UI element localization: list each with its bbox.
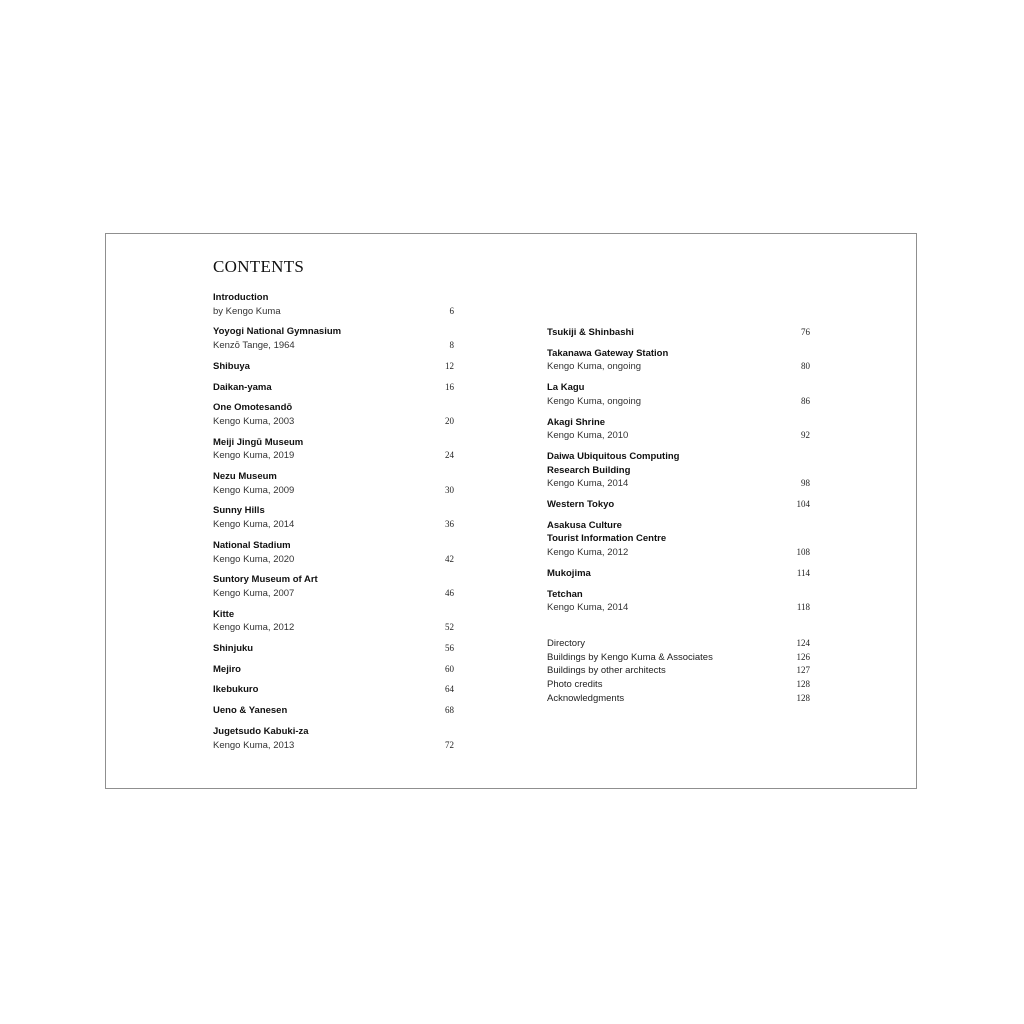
- toc-entry-subtitle: Kengo Kuma, 2019: [213, 450, 295, 462]
- back-matter-item: [547, 651, 810, 665]
- contents-column-left: [213, 291, 454, 759]
- toc-entry-page: 12: [445, 360, 454, 371]
- toc-entry-title: Mukojima: [547, 567, 591, 579]
- toc-entry: [213, 436, 454, 463]
- toc-entry-title: Ueno & Yanesen: [213, 705, 288, 717]
- toc-entry-page: 8: [449, 340, 454, 351]
- toc-entry: [547, 567, 810, 581]
- toc-entry-subtitle: Kengo Kuma, 2020: [213, 553, 295, 565]
- toc-entry: [547, 588, 810, 615]
- toc-entry-page: 36: [445, 519, 454, 530]
- toc-entry-title: Tetchan: [547, 588, 583, 600]
- back-matter-page: 127: [796, 665, 810, 676]
- toc-entry-title: Kitte: [213, 608, 235, 620]
- toc-entry: [547, 347, 810, 374]
- toc-entry: [547, 498, 810, 512]
- toc-entry: [213, 360, 454, 374]
- toc-entry: [213, 291, 454, 318]
- toc-entry: [547, 450, 810, 491]
- back-matter-item: [547, 678, 810, 692]
- toc-entry-page: 108: [796, 547, 810, 558]
- toc-entry-title: Nezu Museum: [213, 471, 277, 483]
- back-matter-label: Buildings by Kengo Kuma & Associates: [547, 651, 713, 663]
- back-matter-item: [547, 664, 810, 678]
- toc-entry-title: Mejiro: [213, 663, 241, 675]
- toc-entry-title: Sunny Hills: [213, 505, 265, 517]
- toc-entry-page: 114: [796, 567, 810, 578]
- toc-entry-subtitle: Kengo Kuma, ongoing: [547, 395, 642, 407]
- contents-column-right: [547, 326, 810, 622]
- back-matter-page: 128: [796, 692, 810, 703]
- toc-entry: [213, 725, 454, 752]
- back-matter-page: 128: [796, 679, 810, 690]
- toc-entry-title: La Kagu: [547, 382, 585, 394]
- toc-entry: [213, 683, 454, 697]
- back-matter-label: Acknowledgments: [547, 692, 625, 704]
- toc-entry-title: Ikebukuro: [213, 684, 259, 696]
- page-title: CONTENTS: [213, 257, 305, 276]
- toc-entry-subtitle: Kengo Kuma, 2014: [547, 602, 629, 614]
- toc-entry: [213, 608, 454, 635]
- toc-entry-page: 30: [445, 484, 454, 495]
- toc-entry: [213, 663, 454, 677]
- toc-entry-subtitle: Kengo Kuma, 2007: [213, 587, 295, 599]
- toc-entry-subtitle: Kengo Kuma, 2010: [547, 430, 629, 442]
- toc-entry-title: Meiji Jingū Museum: [213, 436, 304, 448]
- toc-entry-page: 104: [796, 499, 810, 510]
- toc-entry-title: Asakusa Culture: [547, 519, 622, 531]
- toc-entry: [213, 504, 454, 531]
- back-matter-item: [547, 692, 810, 706]
- toc-entry: [547, 416, 810, 443]
- toc-entry-page: 118: [796, 602, 810, 613]
- toc-entry-title: Tsukiji & Shinbashi: [547, 327, 634, 338]
- toc-entry-page: 80: [801, 361, 810, 372]
- toc-entry: [213, 704, 454, 718]
- toc-entry-subtitle: Kengo Kuma, 2013: [213, 739, 295, 751]
- toc-entry-subtitle: by Kengo Kuma: [213, 305, 281, 317]
- toc-entry-subtitle: Kenzō Tange, 1964: [213, 340, 295, 352]
- back-matter-page: 126: [796, 651, 810, 662]
- toc-entry-subtitle: Kengo Kuma, 2014: [213, 519, 295, 531]
- toc-entry-title: Akagi Shrine: [547, 416, 606, 428]
- toc-entry-title: Yoyogi National Gymnasium: [213, 326, 342, 338]
- toc-entry-page: 76: [801, 327, 810, 337]
- toc-entry: [213, 539, 454, 566]
- back-matter-label: Buildings by other architects: [547, 665, 666, 677]
- toc-entry-subtitle: Kengo Kuma, 2009: [213, 484, 295, 496]
- toc-entry: [547, 381, 810, 408]
- toc-entry-page: 46: [445, 587, 454, 598]
- toc-entry: [547, 519, 810, 560]
- toc-entry: [213, 642, 454, 656]
- toc-entry-title: One Omotesandō: [213, 402, 293, 414]
- back-matter-item: [547, 637, 810, 651]
- toc-entry-title: Suntory Museum of Art: [213, 574, 318, 586]
- back-matter-page: 124: [796, 638, 810, 648]
- toc-entry-page: 24: [445, 450, 454, 461]
- toc-entry-page: 68: [445, 705, 454, 716]
- toc-entry-subtitle: Kengo Kuma, ongoing: [547, 361, 642, 373]
- toc-entry: [213, 325, 454, 352]
- toc-entry-page: 98: [801, 478, 810, 489]
- toc-entry-title: Daiwa Ubiquitous Computing: [547, 450, 680, 462]
- toc-entry-title: Jugetsudo Kabuki-za: [213, 725, 309, 737]
- toc-entry-title: Daikan-yama: [213, 381, 272, 393]
- toc-entry: [213, 573, 454, 600]
- toc-entry-title: Tourist Information Centre: [547, 533, 667, 545]
- toc-entry: [213, 381, 454, 395]
- toc-entry-page: 56: [445, 643, 454, 654]
- toc-entry: [547, 326, 810, 340]
- toc-entry-page: 72: [445, 739, 454, 750]
- toc-entry-subtitle: Kengo Kuma, 2012: [547, 547, 629, 559]
- toc-entry: [213, 470, 454, 497]
- back-matter-label: Directory: [547, 638, 586, 649]
- toc-entry-title: Shinjuku: [213, 643, 254, 655]
- toc-entry-page: 52: [445, 622, 454, 633]
- toc-entry-page: 16: [445, 381, 454, 392]
- toc-entry-title: Research Building: [547, 464, 631, 476]
- back-matter-label: Photo credits: [547, 679, 603, 691]
- toc-entry-page: 60: [445, 663, 454, 674]
- toc-entry-page: 64: [445, 684, 454, 695]
- toc-entry-subtitle: Kengo Kuma, 2012: [213, 622, 295, 634]
- toc-entry-title: Shibuya: [213, 360, 250, 372]
- toc-entry-subtitle: Kengo Kuma, 2003: [213, 415, 295, 427]
- toc-entry-subtitle: Kengo Kuma, 2014: [547, 478, 629, 490]
- toc-entry-title: National Stadium: [213, 539, 291, 551]
- toc-entry-page: 86: [801, 395, 810, 406]
- toc-entry-page: 42: [445, 553, 454, 564]
- toc-entry-title: Takanawa Gateway Station: [547, 347, 669, 359]
- toc-entry-page: 20: [445, 415, 454, 426]
- toc-entry-page: 92: [801, 430, 810, 441]
- toc-entry-title: Western Tokyo: [547, 499, 615, 511]
- toc-entry-page: 6: [449, 305, 454, 316]
- toc-entry-title: Introduction: [213, 292, 269, 303]
- back-matter-list: [547, 637, 810, 706]
- toc-entry: [213, 401, 454, 428]
